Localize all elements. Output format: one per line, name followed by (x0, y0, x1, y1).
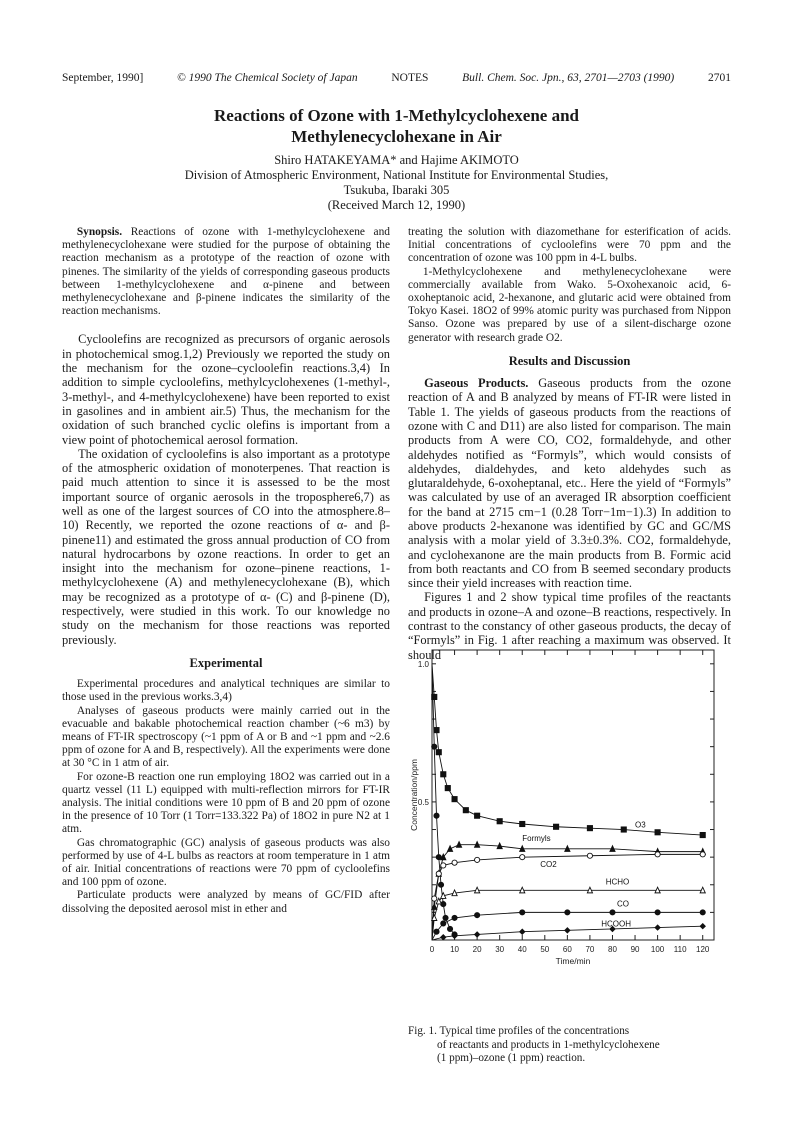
data-point (700, 852, 705, 857)
data-point (520, 855, 525, 860)
data-point (565, 928, 570, 933)
data-point (587, 826, 592, 831)
received-date: (Received March 12, 1990) (327, 198, 466, 212)
data-point (432, 744, 437, 749)
right-paragraph-2: 1-Methylcyclohexene and methylenecyclohexane were commercially available from Wako. 5-Oxohexanoic acid, 6-oxoheptanoic acid, 2-hexanone, and glutaric acid were obtained from Tokyo Kasei. 18O2 of 99% atomic purity was purchased from Nippon Sanso. Ozone was prepared by use of a silent-discharge ozone generator with research grade O2. (408, 265, 731, 344)
affiliation-line-1: Division of Atmospheric Environment, National Institute for Environmental Studies, (184, 168, 609, 182)
experimental-paragraph-4: Gas chromatographic (GC) analysis of gaseous products was also performed by use of 4-L bulbs as reactors at room temperature in 1 atm of air. Initial concentrations of reactions were 70 ppm of cycloolefins and 100 ppm of ozone. (62, 836, 390, 889)
title-line-2: Methylenecyclohexane in Air (291, 127, 502, 146)
header-copyright: © 1990 The Chemical Society of Japan (177, 72, 358, 84)
data-point (475, 813, 480, 818)
data-point (621, 827, 626, 832)
x-tick-label: 20 (472, 945, 482, 954)
series-label: Formyls (522, 833, 551, 843)
data-point (655, 852, 660, 857)
x-tick-label: 10 (450, 945, 460, 954)
x-tick-label: 50 (540, 945, 550, 954)
gaseous-products-label: Gaseous Products. (424, 376, 529, 391)
data-point (520, 929, 525, 934)
data-point (655, 830, 660, 835)
data-point (700, 924, 705, 929)
data-point (447, 926, 452, 931)
plot-frame (432, 650, 714, 940)
data-point (432, 896, 437, 901)
experimental-paragraph-5: Particulate products were analyzed by means of GC/FID after dissolving the deposited aerosol mist in ether and (62, 889, 390, 915)
caption-line-3: (1 ppm)–ozone (1 ppm) reaction. (437, 1052, 586, 1064)
author-names: Shiro HATAKEYAMA* and Hajime AKIMOTO (274, 153, 519, 167)
data-point (700, 832, 705, 837)
author-block (62, 153, 731, 213)
data-point (441, 863, 446, 868)
data-point (553, 824, 558, 829)
results-heading: Results and Discussion (508, 353, 631, 368)
data-point (520, 821, 525, 826)
data-point (565, 910, 570, 915)
left-column (62, 226, 390, 916)
data-point (436, 750, 441, 755)
data-point (434, 727, 439, 732)
data-point (434, 813, 439, 818)
synopsis-label: Synopsis. (76, 226, 123, 238)
data-point (610, 910, 615, 915)
data-point (441, 935, 446, 940)
series-2 (432, 834, 706, 940)
synopsis-text: Reactions of ozone with 1-methylcyclohexene and methylenecyclohexane were studied for the purpose of obtaining the reaction mechanism as a prototype of the reaction of ozone with pinenes. The similarity of the yields of corresponding gaseous products between 1-methylcyclohexene and α-pinene and between methylenecyclohexane and β-pinene indicates the similarity of the reaction mechanisms. (62, 226, 390, 318)
series-line (432, 845, 703, 940)
data-point (452, 860, 457, 865)
x-tick-label: 100 (650, 945, 665, 954)
series-6 (432, 919, 705, 940)
data-point (445, 785, 450, 790)
x-tick-label: 40 (517, 945, 527, 954)
data-point (452, 797, 457, 802)
data-point (497, 819, 502, 824)
series-label: HCHO (605, 877, 630, 887)
x-tick-label: 60 (562, 945, 572, 954)
series-label: CO2 (540, 859, 557, 869)
data-point (441, 921, 446, 926)
experimental-paragraph-3: For ozone-B reaction one run employing 18O2 was carried out in a quartz vessel (11 L) equipped with multi-reflection mirrors for FT-IR analysis. The initial conditions were 10 ppm of B and 20 ppm of ozone in the presence of 10 Torr (1 Torr=133.322 Pa) of 18O2 in pure N2 at 1 atm. (62, 770, 390, 836)
series-3 (432, 852, 706, 940)
y-tick-label-1: 1.0 (417, 659, 429, 669)
article-title (62, 105, 731, 147)
figure-1-caption (408, 1025, 731, 1066)
series-label: HCOOH (601, 919, 631, 929)
figures-paragraph: Figures 1 and 2 show typical time profiles of the reactants and products in ozone–A and ozone–B reactions, respectively. In contrast to the constancy of other gaseous products, the decay of “Formyls” in Fig. 1 after reaching a maximum was observed. It should (408, 590, 731, 662)
y-tick-label-0: 0.5 (417, 797, 429, 807)
x-tick-label: 80 (608, 945, 617, 954)
data-point (434, 929, 439, 934)
data-point (700, 910, 705, 915)
header-date: September, 1990] (62, 72, 144, 84)
data-point (475, 932, 480, 937)
gaseous-products-paragraph (408, 376, 731, 590)
affiliation-line-2: Tsukuba, Ibaraki 305 (343, 183, 450, 197)
data-point (452, 915, 457, 920)
intro-paragraph-1: Cycloolefins are recognized as precursors of organic aerosols in photochemical smog.1,2) Previously we reported the study on the mechanism for the ozone–cycloolefin reactions.3,4) In addition to simple cycloolefins, methylcyclohexenes (1-methyl-, 3-methyl-, and 4-methylcyclohexene) have been reported to exist in gasolines and in ambient air.5) Thus, the mechanism for the oxidation of such branched cyclic olefins is important from a view point of photochemical aerosol formation. (62, 332, 390, 447)
intro-paragraph-2: The oxidation of cycloolefins is also important as a prototype of the atmospheric oxidation of monoterpenes. That reaction is paid much attention to since it is assessed to be the most important source of organic aerosols in the troposphere6,7) as well as one of the largest sources of CO into the atmosphere.8–10) Recently, we reported the ozone reactions of α- and β-pinene11) and estimated the gross annual production of CO from natural hydrocarbons by ozone reactions. In order to get an insight into the mechanism for ozone–pinene reactions, 1-methylcyclohexene (A) and methylenecyclohexane (B), which may be recognized as a prototype of α- (C) and β-pinene (D), respectively, were studied in this work. To our knowledge no study on the mechanism for those reactions was reported previously. (62, 446, 390, 647)
data-point (475, 857, 480, 862)
experimental-paragraph-1: Experimental procedures and analytical techniques are similar to those used in the previous works.3,4) (62, 678, 390, 704)
data-point (475, 913, 480, 918)
right-paragraph-1: treating the solution with diazomethane for esterification of acids. Initial concentrations of cycloolefins were 70 ppm and the concentration of ozone was 100 ppm in 4-L bulbs. (408, 226, 731, 265)
data-point (438, 882, 443, 887)
x-tick-label: 0 (429, 945, 435, 954)
series-label: CO (616, 899, 629, 909)
x-tick-label: 30 (495, 945, 505, 954)
header-page-number: 2701 (707, 72, 731, 84)
experimental-heading: Experimental (189, 655, 263, 670)
right-column (408, 226, 731, 662)
data-point (587, 853, 592, 858)
data-point (655, 910, 660, 915)
data-point (520, 910, 525, 915)
series-label: O3 (635, 820, 646, 830)
data-point (441, 772, 446, 777)
series-0 (432, 664, 706, 838)
data-point (655, 925, 660, 930)
data-point (447, 846, 452, 852)
caption-line-2: of reactants and products in 1-methylcyclohexene (437, 1038, 660, 1051)
title-line-1: Reactions of Ozone with 1-Methylcyclohexene and (214, 106, 579, 125)
x-tick-label: 90 (630, 945, 640, 954)
figure-1-chart (404, 640, 734, 1020)
x-tick-label: 70 (585, 945, 595, 954)
gaseous-products-text: Gaseous products from the ozone reaction of A and B analyzed by means of FT-IR were listed in Table 1. The yields of gaseous products from the reactions of ozone with C and D11) are also listed for comparison. The main products from A were CO, CO2, formaldehyde, and other aldehydes notified as “Formyls”, which would consists of aldehydes, dialdehydes, and keto aldehydes such as glutaraldehyde, 6-oxoheptanal, etc.. Here the yield of “Formyls” was calculated by use of an averaged IR absorption coefficient for the band at 2715 cm−1 (0.28 Torr−1m−1).3) In addition to above products 2-hexanone was identified by GC and GC/MS analysis with a molar yield of 3.3±0.3%. CO2, formaldehyde, and cyclohexanone are the main products from B. Formic acid from both reactants and CO from B seemed secondary products since their yield increases with reaction time. (408, 376, 731, 591)
data-point (436, 871, 441, 876)
x-tick-label: 120 (696, 945, 710, 954)
x-axis-label: Time/min (555, 956, 591, 966)
header-journal: Bull. Chem. Soc. Jpn., 63, 2701—2703 (1990) (462, 72, 675, 84)
series-line (432, 664, 703, 835)
header-notes: NOTES (391, 72, 429, 84)
data-point (463, 808, 468, 813)
running-header (62, 72, 731, 84)
data-point (443, 915, 448, 920)
synopsis (62, 226, 390, 318)
y-axis-label: Concentration/ppm (409, 759, 419, 831)
experimental-paragraph-2: Analyses of gaseous products were mainly carried out in the evacuable and bakable photochemical reaction chamber (~6 m3) by means of FT-IR spectroscopy (~1 ppm of A or B and ~1 ppm and ~2.6 ppm of ozone for A and B, respectively). All the experiments were done at 30 °C in 1 atm of air. (62, 704, 390, 770)
x-tick-label: 110 (673, 945, 687, 954)
caption-line-1: Fig. 1. Typical time profiles of the concentrations (408, 1025, 630, 1037)
series-5 (432, 899, 705, 940)
